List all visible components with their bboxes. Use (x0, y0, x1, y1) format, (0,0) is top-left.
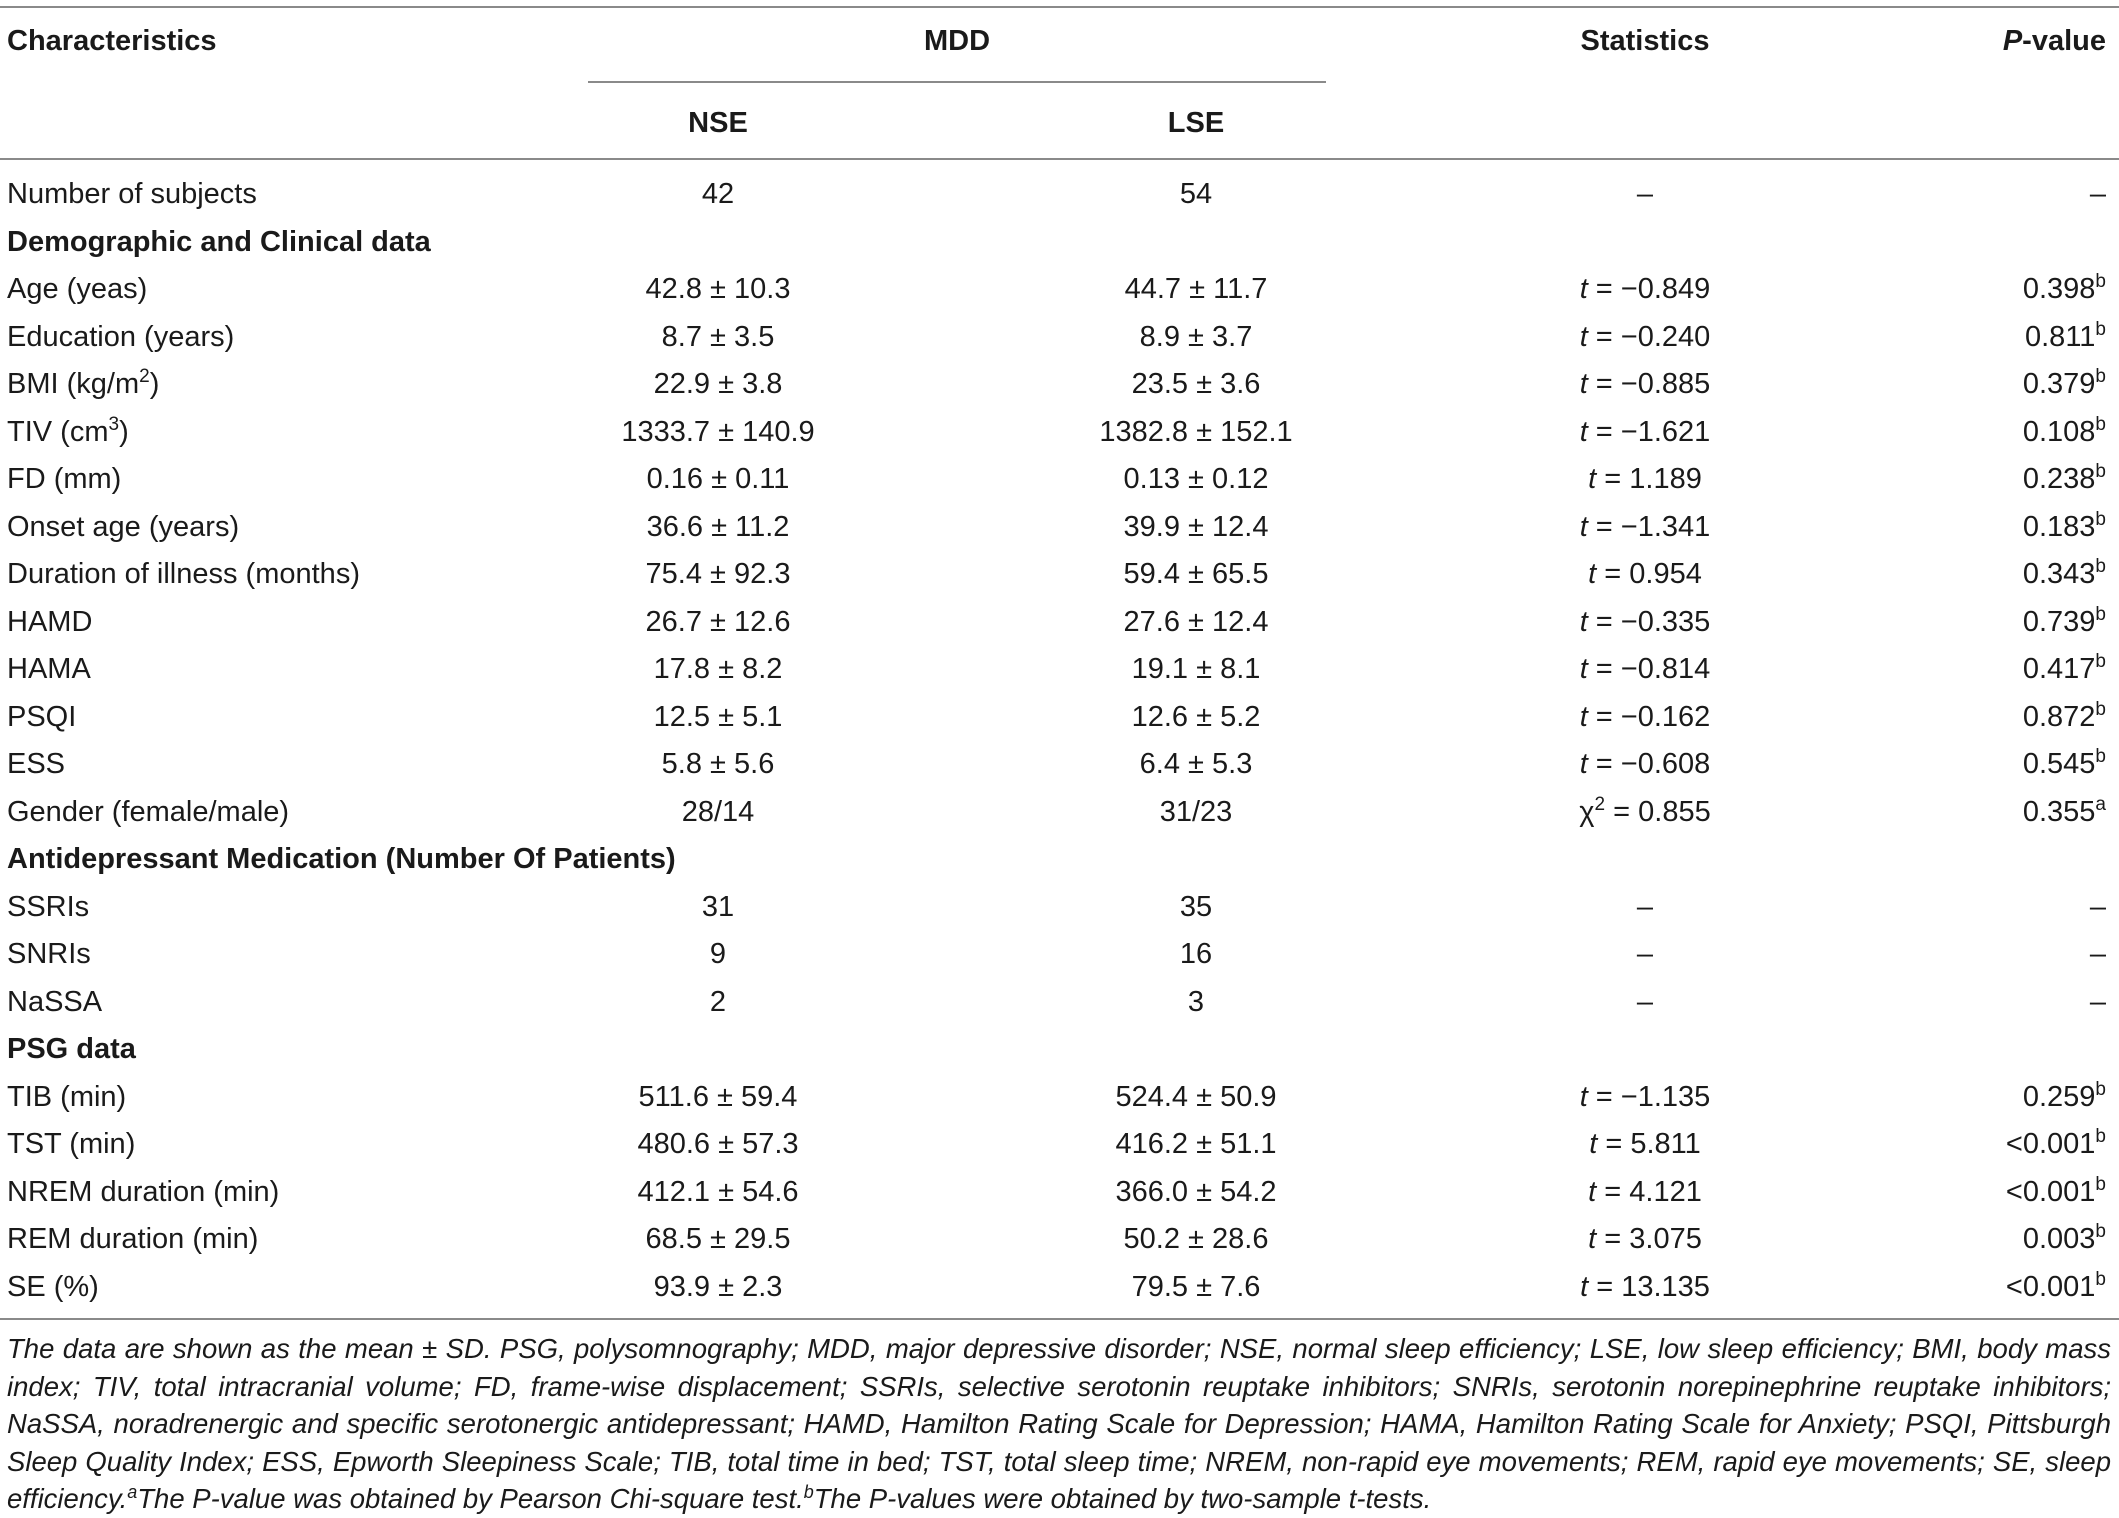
row-label-text: TST (min) (7, 1128, 136, 1160)
footnote-mark-a: a (127, 1482, 138, 1502)
statistic-text: = −0.608 (1587, 748, 1711, 780)
nse-value: 2 (709, 986, 727, 1018)
statistic-value (1580, 366, 1711, 402)
nse-value: 42.8 ± 10.3 (645, 273, 791, 305)
row-label-tail: ) (119, 416, 129, 448)
p-value-superscript: b (2095, 509, 2106, 530)
lse-value: 50.2 ± 28.6 (1123, 1223, 1269, 1255)
statistic-symbol-superscript: 2 (1594, 794, 1606, 815)
row-label-tail: ) (149, 368, 160, 400)
lse-value: 27.6 ± 12.4 (1123, 606, 1269, 638)
footnote-mark-b: b (803, 1482, 814, 1502)
nse-value: 17.8 ± 8.2 (653, 653, 783, 685)
lse-value: 1382.8 ± 152.1 (1099, 416, 1293, 448)
statistic-text: – (1636, 891, 1654, 923)
p-value-superscript: b (2095, 1126, 2106, 1147)
header-bottom-rule (0, 158, 2119, 160)
p-value-superscript: b (2095, 1174, 2106, 1195)
nse-value: 12.5 ± 5.1 (653, 701, 783, 733)
p-value (2090, 889, 2106, 925)
statistic-value (1580, 319, 1711, 355)
row-label-text: Onset age (years) (7, 511, 240, 543)
p-value (2090, 936, 2106, 972)
p-value (2023, 794, 2106, 830)
p-value-text: – (2089, 178, 2106, 210)
lse-value: 44.7 ± 11.7 (1124, 273, 1268, 305)
statistic-value (1580, 699, 1711, 735)
p-value (2023, 461, 2106, 497)
p-value-text: 0.739 (2022, 606, 2096, 638)
header-p-rest: -value (2022, 25, 2106, 57)
table-footnote (7, 1330, 2111, 1518)
section-heading: Antidepressant Medication (Number Of Patients) (7, 843, 676, 875)
statistic-value (1580, 1079, 1711, 1115)
statistic-value (1580, 651, 1711, 687)
p-value-text: 0.872 (2022, 701, 2096, 733)
row-label (7, 936, 91, 972)
row-label-text: Age (yeas) (7, 273, 148, 305)
row-label (7, 461, 121, 497)
statistic-text: = −0.814 (1587, 653, 1711, 685)
row-label-text: FD (mm) (7, 463, 122, 495)
statistic-value (1589, 1126, 1701, 1162)
statistic-symbol: t (1588, 1223, 1597, 1255)
p-value-text: 0.379 (2022, 368, 2096, 400)
statistic-value (1588, 461, 1702, 497)
row-label (7, 1269, 99, 1305)
statistic-symbol: t (1579, 368, 1588, 400)
statistic-symbol: t (1579, 606, 1588, 638)
p-value (2006, 1174, 2106, 1210)
row-label (7, 556, 360, 592)
row-label (7, 509, 239, 545)
p-value-text: 0.108 (2022, 416, 2096, 448)
nse-value: 412.1 ± 54.6 (637, 1176, 799, 1208)
p-value-text: 0.183 (2022, 511, 2096, 543)
nse-value: 26.7 ± 12.6 (645, 606, 791, 638)
row-label-text: BMI (kg/m (7, 368, 140, 400)
p-value-superscript: b (2095, 651, 2106, 672)
statistic-text: = −1.135 (1587, 1081, 1711, 1113)
table-top-rule (0, 6, 2119, 8)
lse-value: 31/23 (1159, 796, 1233, 828)
nse-value: 28/14 (681, 796, 755, 828)
nse-value: 22.9 ± 3.8 (653, 368, 783, 400)
lse-value: 8.9 ± 3.7 (1139, 321, 1253, 353)
lse-value: 6.4 ± 5.3 (1139, 748, 1253, 780)
statistic-symbol: t (1588, 463, 1597, 495)
p-value-text: 0.545 (2022, 748, 2096, 780)
p-value (2006, 1126, 2106, 1162)
statistic-symbol: t (1579, 511, 1588, 543)
statistic-text: = −1.341 (1587, 511, 1711, 543)
p-value-superscript: b (2095, 699, 2106, 720)
p-value-text: 0.003 (2022, 1223, 2096, 1255)
nse-value: 93.9 ± 2.3 (653, 1271, 783, 1303)
statistic-symbol: t (1579, 748, 1588, 780)
p-value-superscript: b (2095, 1079, 2106, 1100)
statistic-symbol: t (1579, 273, 1588, 305)
lse-value: 23.5 ± 3.6 (1131, 368, 1261, 400)
nse-value: 36.6 ± 11.2 (646, 511, 790, 543)
row-label (7, 1221, 258, 1257)
row-label-text: Duration of illness (months) (7, 558, 360, 590)
row-label-superscript: 2 (139, 366, 150, 387)
statistic-text: = 4.121 (1596, 1176, 1702, 1208)
statistic-text: = 0.954 (1596, 558, 1702, 590)
lse-value: 416.2 ± 51.1 (1115, 1128, 1277, 1160)
p-value (2023, 651, 2106, 687)
row-label (7, 366, 159, 402)
lse-value: 16 (1179, 938, 1213, 970)
p-value-superscript: a (2095, 794, 2106, 815)
p-value-text: <0.001 (2005, 1176, 2096, 1208)
p-value-superscript: b (2095, 461, 2106, 482)
statistic-value (1579, 794, 1710, 830)
row-label (7, 794, 289, 830)
p-value-superscript: b (2095, 556, 2106, 577)
statistic-text: = −0.162 (1587, 701, 1711, 733)
row-label (7, 699, 76, 735)
statistic-text: = 13.135 (1588, 1271, 1710, 1303)
row-label (7, 1174, 279, 1210)
p-value (2023, 556, 2106, 592)
p-value (2023, 509, 2106, 545)
p-value-text: 0.417 (2022, 653, 2096, 685)
statistic-symbol: t (1580, 1271, 1589, 1303)
statistic-text: = 3.075 (1596, 1223, 1702, 1255)
lse-value: 12.6 ± 5.2 (1131, 701, 1261, 733)
statistic-symbol: t (1579, 321, 1588, 353)
row-label-text: PSQI (7, 701, 77, 733)
row-label (7, 604, 92, 640)
lse-value: 35 (1179, 891, 1213, 923)
p-value (2090, 984, 2106, 1020)
table-bottom-rule (0, 1318, 2119, 1320)
row-label-text: SNRIs (7, 938, 91, 970)
p-value-text: 0.238 (2022, 463, 2096, 495)
header-p-value (2003, 23, 2106, 59)
statistic-text: = 0.855 (1605, 796, 1711, 828)
p-value-superscript: b (2095, 1221, 2106, 1242)
row-label (7, 414, 129, 450)
row-label (7, 746, 65, 782)
nse-value: 5.8 ± 5.6 (661, 748, 775, 780)
statistic-text: = −1.621 (1587, 416, 1711, 448)
statistic-symbol: t (1588, 1176, 1597, 1208)
row-label-text: HAMD (7, 606, 93, 638)
row-label-text: Number of subjects (7, 178, 257, 210)
row-label (7, 889, 89, 925)
row-label-text: SE (%) (7, 1271, 99, 1303)
lse-value: 524.4 ± 50.9 (1115, 1081, 1277, 1113)
nse-value: 68.5 ± 29.5 (645, 1223, 791, 1255)
statistic-symbol: t (1588, 558, 1597, 590)
statistic-text: = −0.885 (1587, 368, 1711, 400)
p-value (2006, 1269, 2106, 1305)
p-value-superscript: b (2095, 746, 2106, 767)
header-statistics: Statistics (1580, 25, 1710, 57)
statistic-value (1637, 176, 1653, 212)
statistic-symbol: t (1579, 701, 1588, 733)
p-value-text: 0.811 (2025, 321, 2096, 353)
p-value (2023, 604, 2106, 640)
statistic-value (1588, 1174, 1702, 1210)
row-label (7, 651, 91, 687)
nse-value: 480.6 ± 57.3 (637, 1128, 799, 1160)
statistic-value (1580, 1269, 1710, 1305)
p-value-text: 0.343 (2022, 558, 2096, 590)
lse-value: 59.4 ± 65.5 (1123, 558, 1269, 590)
row-label (7, 176, 257, 212)
lse-value: 54 (1179, 178, 1213, 210)
p-value-superscript: b (2095, 319, 2106, 340)
p-value (2023, 699, 2106, 735)
p-value (2023, 746, 2106, 782)
p-value (2023, 414, 2106, 450)
lse-value: 19.1 ± 8.1 (1131, 653, 1261, 685)
p-value-superscript: b (2095, 1269, 2106, 1290)
statistic-symbol: t (1579, 416, 1588, 448)
p-value-superscript: b (2095, 271, 2106, 292)
row-label-text: TIV (cm (7, 416, 109, 448)
p-value-text: – (2089, 938, 2106, 970)
statistic-value (1580, 746, 1711, 782)
statistic-value (1637, 936, 1653, 972)
p-value-text: – (2089, 891, 2106, 923)
row-label-text: TIB (min) (7, 1081, 127, 1113)
row-label-text: NaSSA (7, 986, 103, 1018)
p-value-text: <0.001 (2005, 1271, 2096, 1303)
statistic-text: = −0.240 (1587, 321, 1711, 353)
statistic-text: = 1.189 (1596, 463, 1702, 495)
p-value-text: 0.355 (2022, 796, 2096, 828)
row-label (7, 319, 234, 355)
nse-value: 0.16 ± 0.11 (646, 463, 790, 495)
row-label-text: SSRIs (7, 891, 90, 923)
footnote-note-b: The P-values were obtained by two-sample t-tests. (813, 1483, 1432, 1514)
row-label-text: Education (years) (7, 321, 235, 353)
p-value-text: – (2089, 986, 2106, 1018)
lse-value: 366.0 ± 54.2 (1115, 1176, 1277, 1208)
statistic-symbol: t (1579, 1081, 1588, 1113)
statistic-value (1588, 1221, 1702, 1257)
p-value-text: 0.259 (2022, 1081, 2096, 1113)
row-label (7, 1126, 135, 1162)
lse-value: 0.13 ± 0.12 (1123, 463, 1269, 495)
p-value (2023, 366, 2106, 402)
statistic-value (1588, 556, 1702, 592)
row-label (7, 1079, 126, 1115)
nse-value: 1333.7 ± 140.9 (621, 416, 815, 448)
p-value-superscript: b (2095, 414, 2106, 435)
row-label-text: ESS (7, 748, 66, 780)
footnote-main: The data are shown as the mean ± SD. PSG, polysomnography; MDD, major depressive disorder; NSE, normal sleep efficiency; LSE, low sleep efficiency; BMI, body mass index; TIV, total intracranial volume; FD, frame-wise displacement; SSRIs, selective serotonin reuptake inhibitors; SNRIs, serotonin norepinephrine reuptake inhibitors; NaSSA, noradrenergic and specific serotonergic antidepressant; HAMD, Hamilton Rating Scale for Depression; HAMA, Hamilton Rating Scale for Anxiety; PSQI, Pittsburgh Sleep Quality Index; ESS, Epworth Sleepiness Scale; TIB, total time in bed; TST, total sleep time; NREM, non-rapid eye movements; REM, rapid eye movements; SE, sleep efficiency. (7, 1333, 2111, 1514)
statistic-text: = 5.811 (1597, 1128, 1701, 1160)
section-heading: PSG data (7, 1033, 136, 1065)
p-value (2090, 176, 2106, 212)
row-label-text: Gender (female/male) (7, 796, 290, 828)
row-label-superscript: 3 (108, 414, 120, 435)
statistic-text: – (1636, 938, 1654, 970)
statistic-value (1637, 984, 1653, 1020)
row-label-text: NREM duration (min) (7, 1176, 280, 1208)
p-value-text: <0.001 (2005, 1128, 2096, 1160)
lse-value: 3 (1187, 986, 1205, 1018)
statistic-value (1637, 889, 1653, 925)
p-value (2023, 1221, 2106, 1257)
statistic-value (1580, 604, 1711, 640)
nse-value: 42 (701, 178, 735, 210)
statistic-value (1580, 271, 1711, 307)
mdd-span-rule (588, 81, 1326, 83)
p-value (2025, 319, 2106, 355)
statistic-symbol: χ (1579, 796, 1595, 828)
p-value-superscript: b (2095, 604, 2106, 625)
row-label (7, 984, 102, 1020)
p-value (2023, 271, 2106, 307)
nse-value: 75.4 ± 92.3 (645, 558, 791, 590)
section-heading: Demographic and Clinical data (7, 226, 431, 258)
p-value (2023, 1079, 2106, 1115)
footnote-note-a: The P-value was obtained by Pearson Chi-square test. (137, 1483, 804, 1514)
header-mdd: MDD (923, 25, 991, 57)
statistic-text: – (1636, 178, 1654, 210)
row-label (7, 271, 147, 307)
nse-value: 8.7 ± 3.5 (661, 321, 775, 353)
header-p-letter: P (2002, 25, 2023, 57)
row-label-text: REM duration (min) (7, 1223, 259, 1255)
statistic-symbol: t (1579, 653, 1588, 685)
header-nse: NSE (688, 107, 748, 139)
statistic-value (1580, 414, 1711, 450)
statistic-symbol: t (1589, 1128, 1598, 1160)
nse-value: 9 (709, 938, 727, 970)
p-value-superscript: b (2095, 366, 2106, 387)
header-characteristics: Characteristics (7, 25, 217, 57)
statistic-text: = −0.849 (1587, 273, 1711, 305)
lse-value: 79.5 ± 7.6 (1131, 1271, 1261, 1303)
header-lse: LSE (1167, 107, 1225, 139)
nse-value: 511.6 ± 59.4 (638, 1081, 798, 1113)
statistic-text: – (1636, 986, 1654, 1018)
nse-value: 31 (701, 891, 735, 923)
statistic-text: = −0.335 (1587, 606, 1711, 638)
statistic-value (1580, 509, 1711, 545)
row-label-text: HAMA (7, 653, 91, 685)
lse-value: 39.9 ± 12.4 (1123, 511, 1269, 543)
p-value-text: 0.398 (2022, 273, 2096, 305)
